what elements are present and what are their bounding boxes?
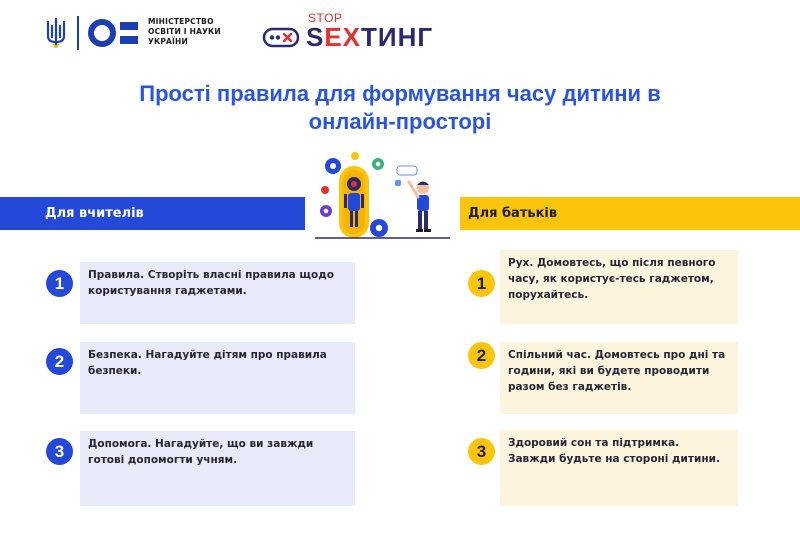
parents-heading: Для батьків bbox=[460, 197, 800, 230]
page-title bbox=[30, 80, 770, 136]
logo-divider bbox=[77, 16, 79, 50]
ministry-line: УКРАЇНИ bbox=[148, 37, 188, 46]
parent-rule-number: 3 bbox=[468, 438, 495, 465]
title-line: онлайн-просторі bbox=[308, 109, 492, 134]
teacher-rule-card: Безпека. Нагадуйте дітям про правила безпеки. bbox=[80, 342, 355, 414]
parent-rule-card: Рух. Домовтесь, що після певного часу, як користує-тесь гаджетом, порухайтесь. bbox=[500, 250, 738, 324]
trident-icon bbox=[45, 18, 67, 48]
campaign-stop-label: STOP bbox=[308, 11, 343, 25]
ministry-line: ОСВІТИ І НАУКИ bbox=[148, 27, 221, 36]
teacher-rule-number: 1 bbox=[46, 270, 73, 297]
campaign-word-part: ТИНГ bbox=[361, 22, 434, 52]
teacher-rule-card: Правила. Створіть власні правила щодо користування гаджетами. bbox=[80, 262, 355, 324]
campaign-word-red-part: EX bbox=[324, 22, 362, 52]
robot-child-illustration bbox=[315, 148, 450, 243]
teacher-rule-number: 3 bbox=[46, 438, 73, 465]
campaign-logo-word bbox=[306, 22, 433, 53]
title-line: Прості правила для формування часу дитини в bbox=[139, 81, 661, 106]
parent-rule-number: 2 bbox=[468, 342, 495, 369]
ministry-line: МІНІСТЕРСТВО bbox=[148, 17, 214, 26]
parent-rule-card: Спільний час. Домовтесь про дні та години, які ви будете проводити разом без гаджетів. bbox=[500, 342, 738, 414]
parent-rule-card: Здоровий сон та підтримка. Завжди будьте на стороні дитини. bbox=[500, 430, 738, 506]
chat-bubble-icon bbox=[262, 27, 302, 49]
parent-rule-number: 1 bbox=[468, 270, 495, 297]
teacher-rule-card: Допомога. Нагадуйте, що ви завжди готові допомогти учням. bbox=[80, 431, 355, 506]
campaign-word-part: S bbox=[306, 22, 325, 52]
ministry-logo-icon bbox=[88, 18, 140, 48]
ministry-name bbox=[148, 17, 221, 47]
teacher-rule-number: 2 bbox=[46, 348, 73, 375]
teachers-heading: Для вчителів bbox=[0, 197, 305, 230]
